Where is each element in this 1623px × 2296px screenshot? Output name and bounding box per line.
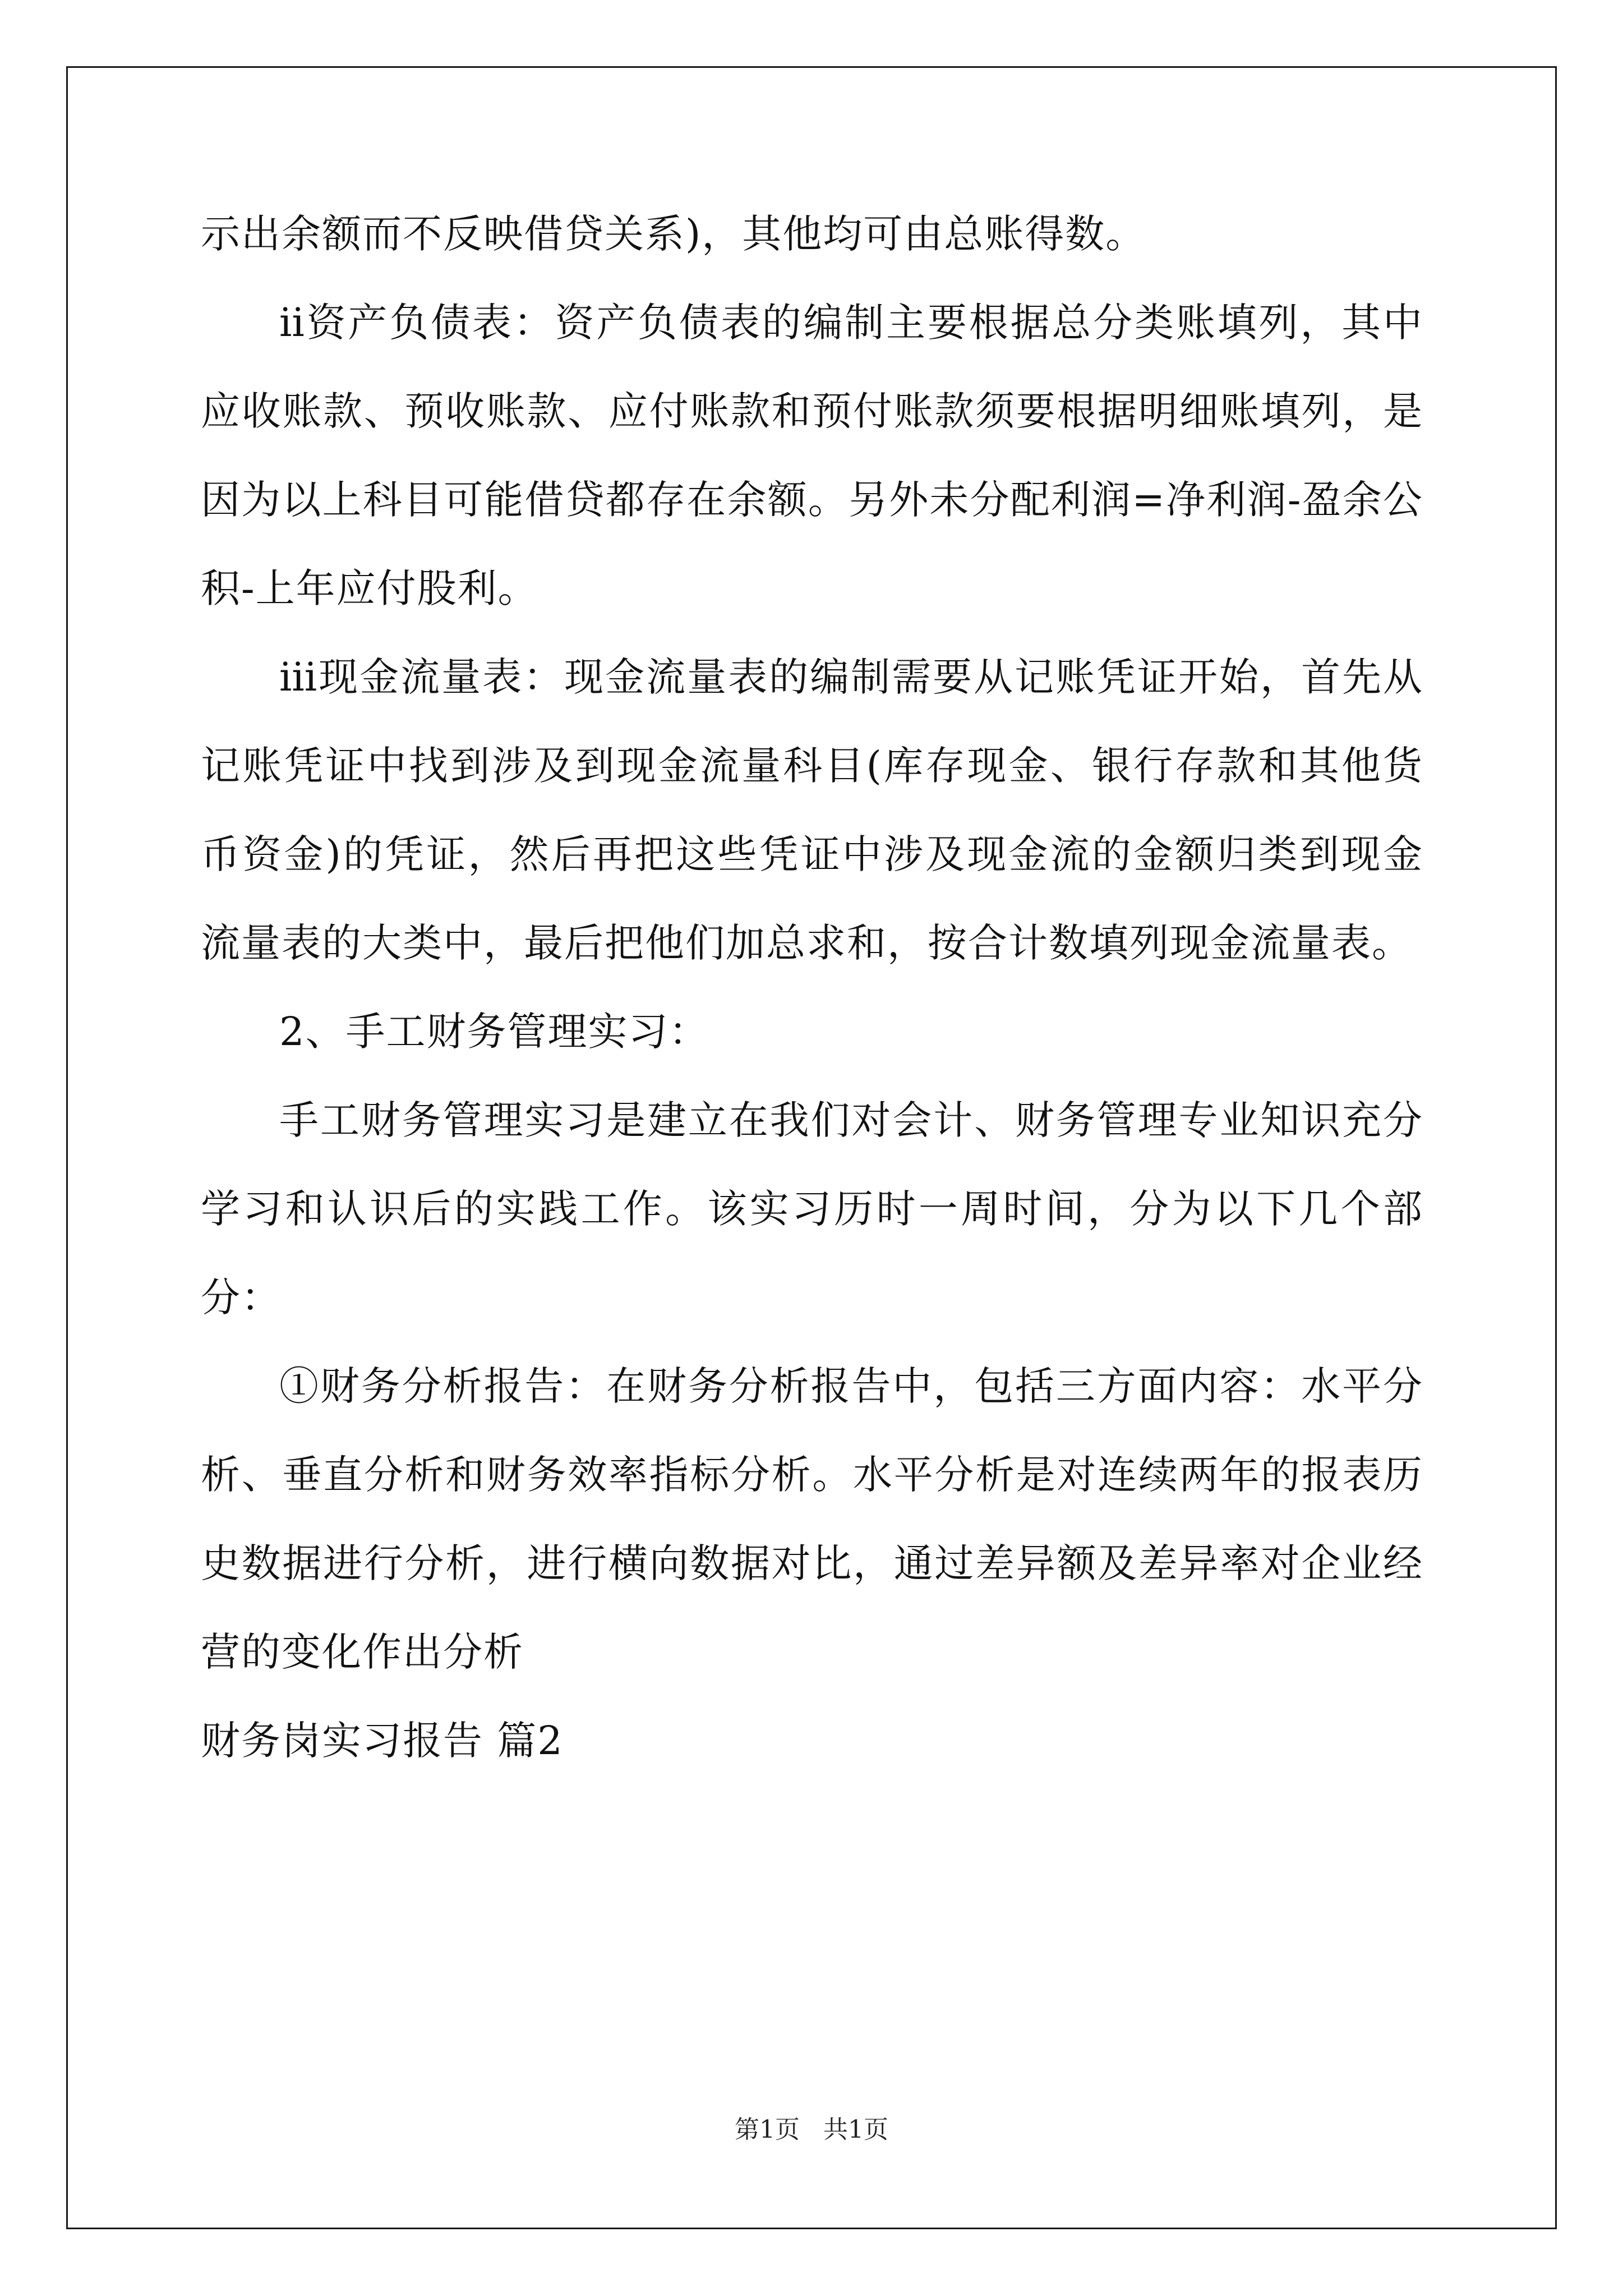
paragraph-balance-sheet: ⅱ资产负债表：资产负债表的编制主要根据总分类账填列，其中应收账款、预收账款、应付账款和预付账款须要根据明细账填列，是因为以上科目可能借贷都存在余额。另外未分配利润=净利润-盈余公积-上年应付股利。	[201, 300, 1423, 611]
paragraph-financial-analysis: ①财务分析报告：在财务分析报告中，包括三方面内容：水平分析、垂直分析和财务效率指标分析。水平分析是对连续两年的报表历史数据进行分析，进行横向数据对比，通过差异额及差异率对企业经营的变化作出分析	[201, 1363, 1423, 1675]
document-body	[201, 190, 1423, 1785]
page-footer	[0, 2109, 1623, 2145]
paragraph-manual-finance-title: 2、手工财务管理实习：	[279, 1009, 709, 1055]
paragraph-manual-finance-intro: 手工财务管理实习是建立在我们对会计、财务管理专业知识充分学习和认识后的实践工作。该实习历时一周时间，分为以下几个部分：	[201, 1097, 1423, 1320]
paragraph-cash-flow: ⅲ现金流量表：现金流量表的编制需要从记账凭证开始，首先从记账凭证中找到涉及到现金流量科目(库存现金、银行存款和其他货币资金)的凭证，然后再把这些凭证中涉及现金流的金额归类到现金流量表的大类中，最后把他们加总求和，按合计数填列现金流量表。	[201, 654, 1423, 966]
page-number: 第1页	[735, 2115, 800, 2144]
section-heading: 财务岗实习报告 篇2	[201, 1718, 564, 1764]
page-total: 共1页	[823, 2115, 888, 2144]
paragraph-1: 示出余额而不反映借贷关系)，其他均可由总账得数。	[201, 211, 1146, 257]
